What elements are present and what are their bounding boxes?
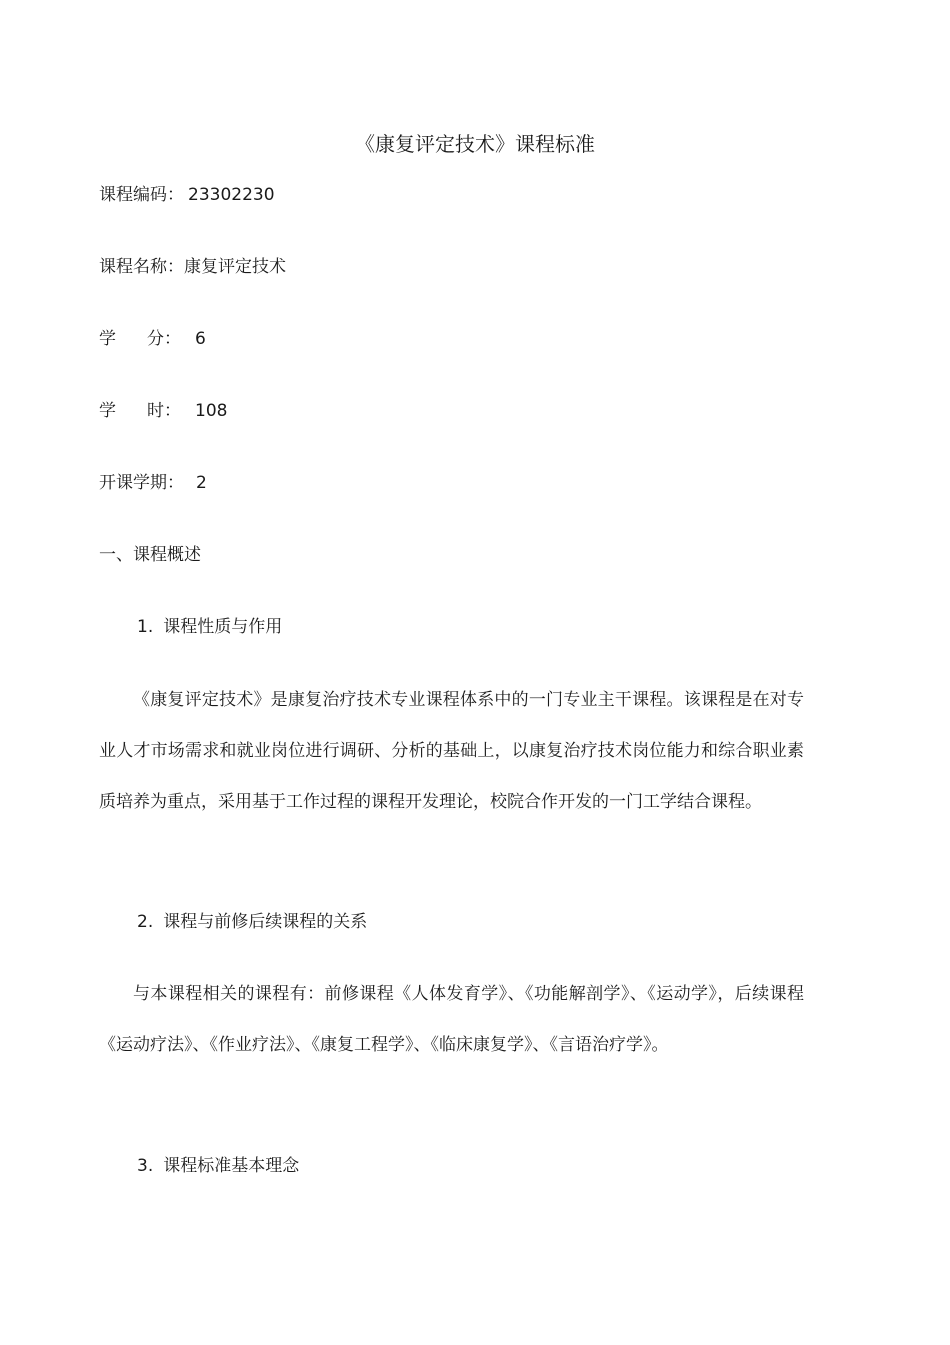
hours-value: 108 [195, 401, 228, 421]
subsection-title: 课程标准基本理念 [163, 1156, 300, 1176]
subsection-number: 3. [137, 1156, 154, 1176]
credit-label-tail: 分： [147, 329, 181, 349]
course-code-line [99, 183, 275, 207]
paragraph-nature: 《康复评定技术》是康复治疗技术专业课程体系中的一门专业主干课程。该课程是在对专业人才市场需求和就业岗位进行调研、分析的基础上，以康复治疗技术岗位能力和综合职业素质培养为重点，采用基于工作过程的课程开发理论，校院合作开发的一门工学结合课程。 [99, 690, 804, 812]
subsection-heading-philosophy [137, 1154, 299, 1178]
subsection-title: 课程性质与作用 [163, 617, 283, 637]
credit-label-char: 学 [99, 329, 116, 349]
hours-line [99, 399, 227, 423]
course-code-label: 课程编码： [99, 185, 184, 205]
hours-label [99, 399, 181, 423]
hours-label-char: 学 [99, 401, 116, 421]
term-line [99, 471, 207, 495]
subsection-heading-nature [137, 615, 282, 639]
subsection-title: 课程与前修后续课程的关系 [163, 912, 368, 932]
document-title: 《康复评定技术》课程标准 [355, 132, 595, 156]
subsection-heading-relations [137, 910, 367, 934]
credit-line [99, 327, 206, 351]
course-code-value: 23302230 [188, 185, 275, 205]
paragraph-relations: 与本课程相关的课程有：前修课程《人体发育学》、《功能解剖学》、《运动学》，后续课程《运动疗法》、《作业疗法》、《康复工程学》、《临床康复学》、《言语治疗学》。 [99, 984, 804, 1055]
subsection-number: 2. [137, 912, 154, 932]
hours-label-tail: 时： [147, 401, 181, 421]
credit-label [99, 327, 181, 351]
term-value: 2 [196, 473, 207, 493]
course-name-line [99, 255, 286, 279]
course-name-label: 课程名称： [99, 257, 184, 277]
course-name-value: 康复评定技术 [184, 257, 286, 277]
subsection-number: 1. [137, 617, 154, 637]
credit-value: 6 [195, 329, 206, 349]
section-heading-overview: 一、课程概述 [99, 545, 201, 565]
term-label: 开课学期： [99, 473, 184, 493]
